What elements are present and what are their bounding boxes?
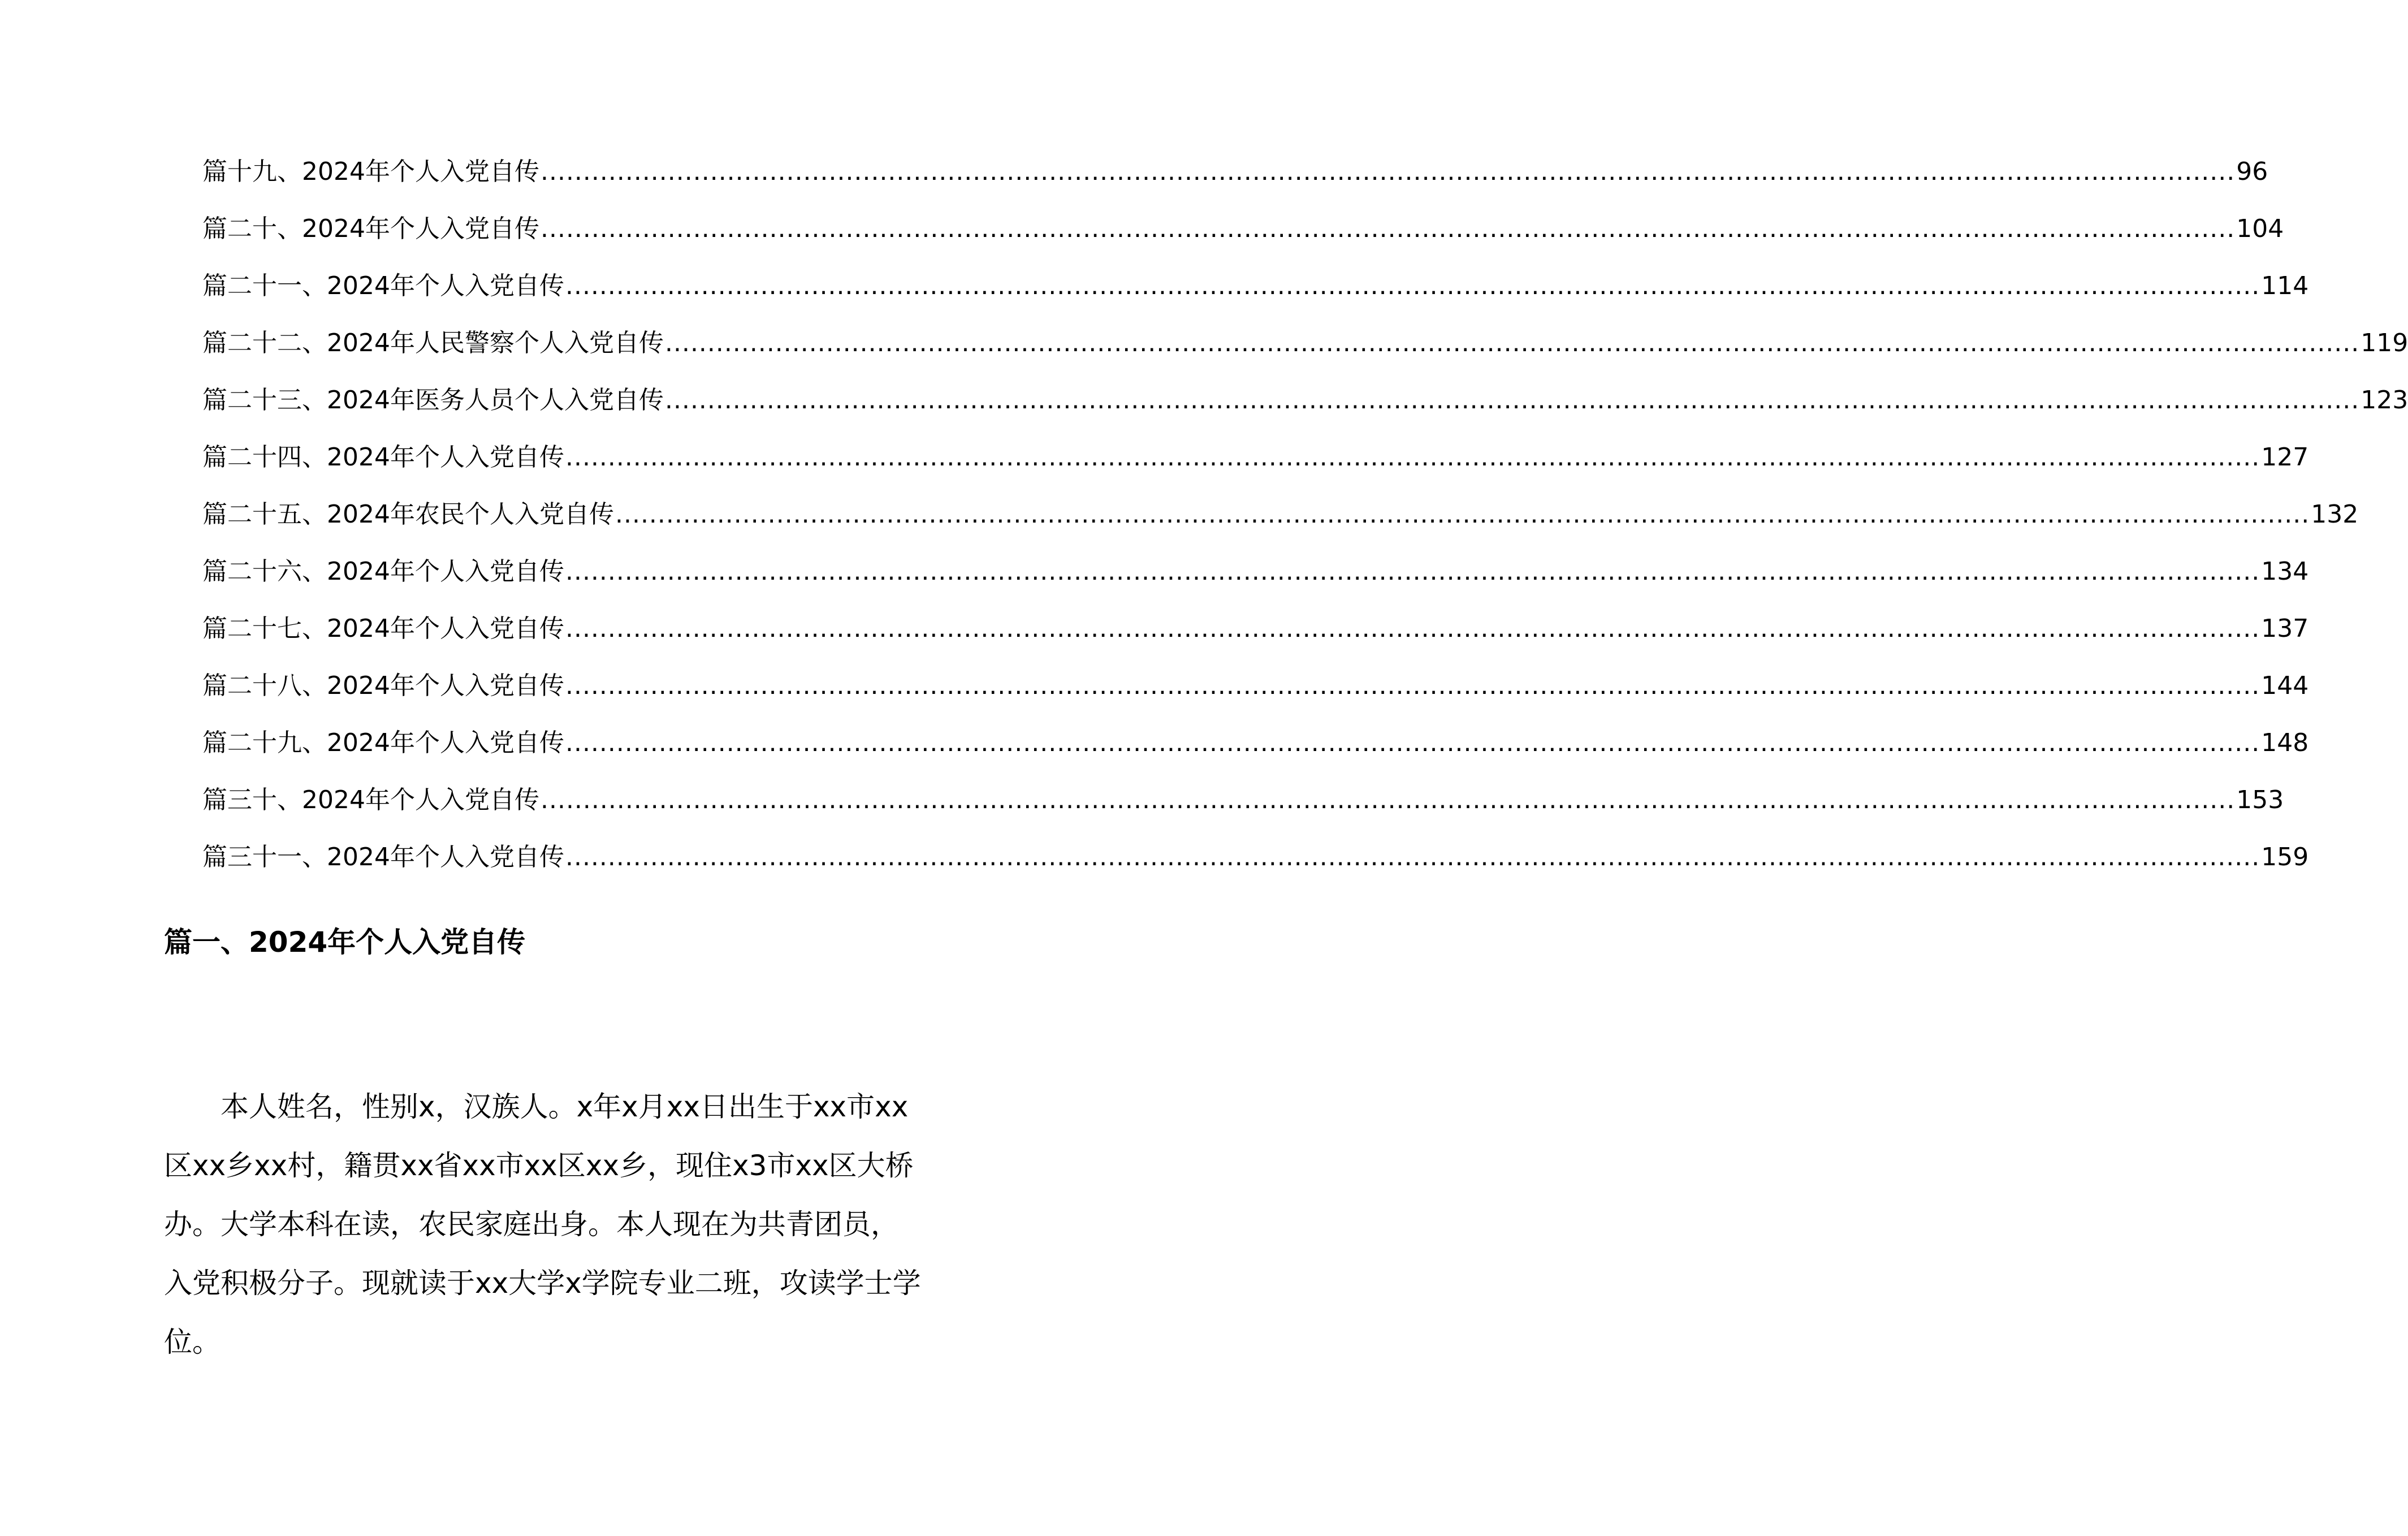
toc-entry[interactable] [202,666,2309,723]
toc-page-number: 123 [2361,386,2408,415]
toc-entry[interactable] [202,723,2309,780]
toc-dot-leader: ........................................................................................................................................................................................................ [664,329,2360,357]
toc-entry[interactable] [202,437,2309,494]
toc-entry[interactable] [202,323,2408,380]
toc-entry[interactable] [202,609,2309,666]
toc-entry[interactable] [202,780,2284,837]
toc-page-number: 144 [2261,671,2309,700]
toc-dot-leader: ........................................................................................................................................................................................................ [565,843,2260,871]
toc-entry-title: 篇二十三、2024年医务人员个人入党自传 [202,386,664,415]
toc-entry[interactable] [202,380,2408,437]
toc-entry-title: 篇十九、2024年个人入党自传 [202,157,539,186]
toc-entry[interactable] [202,266,2309,323]
body-paragraph: 本人姓名，性别x，汉族人。x年x月xx日出生于xx市xx区xx乡xx村，籍贯xx省xx市xx区xx乡，现住x3市xx区大桥办。大学本科在读，农民家庭出身。本人现在为共青团员，入党积极分子。现就读于xx大学x学院专业二班，攻读学士学位。 [164,1090,921,1358]
toc-entry[interactable] [202,209,2284,266]
toc-entry-title: 篇二十二、2024年人民警察个人入党自传 [202,329,664,357]
toc-page-number: 148 [2261,728,2309,757]
toc-entry-title: 篇三十、2024年个人入党自传 [202,786,539,814]
toc-dot-leader: ........................................................................................................................................................................................................ [565,443,2260,472]
toc-dot-leader: ........................................................................................................................................................................................................ [565,614,2260,643]
toc-page-number: 104 [2236,214,2284,243]
toc-dot-leader: ........................................................................................................................................................................................................ [565,271,2260,300]
toc-entry[interactable] [202,494,2359,551]
section-heading: 篇一、2024年个人入党自传 [164,926,526,959]
toc-page-number: 132 [2311,500,2359,529]
toc-page-number: 119 [2361,329,2408,357]
toc-page-number: 137 [2261,614,2309,643]
toc-dot-leader: ........................................................................................................................................................................................................ [540,214,2236,243]
toc-dot-leader: ........................................................................................................................................................................................................ [565,728,2260,757]
toc-page-number: 96 [2236,157,2268,186]
toc-entry-title: 篇二十一、2024年个人入党自传 [202,271,564,300]
toc-dot-leader: ........................................................................................................................................................................................................ [540,157,2236,186]
table-of-contents [202,152,2408,894]
toc-entry-title: 篇二十五、2024年农民个人入党自传 [202,500,614,529]
toc-dot-leader: ........................................................................................................................................................................................................ [664,386,2360,415]
toc-dot-leader: ........................................................................................................................................................................................................ [565,671,2260,700]
toc-entry-title: 篇二十八、2024年个人入党自传 [202,671,564,700]
toc-entry-title: 篇二十、2024年个人入党自传 [202,214,539,243]
toc-page-number: 153 [2236,786,2284,814]
toc-entry[interactable] [202,551,2309,609]
toc-dot-leader: ........................................................................................................................................................................................................ [540,786,2236,814]
toc-page-number: 114 [2261,271,2309,300]
toc-entry-title: 篇二十四、2024年个人入党自传 [202,443,564,472]
toc-page-number: 134 [2261,557,2309,586]
toc-entry-title: 篇二十七、2024年个人入党自传 [202,614,564,643]
toc-entry[interactable] [202,152,2268,209]
toc-dot-leader: ........................................................................................................................................................................................................ [615,500,2310,529]
toc-entry[interactable] [202,837,2309,894]
toc-dot-leader: ........................................................................................................................................................................................................ [565,557,2260,586]
toc-entry-title: 篇二十六、2024年个人入党自传 [202,557,564,586]
toc-page-number: 127 [2261,443,2309,472]
toc-entry-title: 篇二十九、2024年个人入党自传 [202,728,564,757]
toc-page-number: 159 [2261,843,2309,871]
toc-entry-title: 篇三十一、2024年个人入党自传 [202,843,564,871]
